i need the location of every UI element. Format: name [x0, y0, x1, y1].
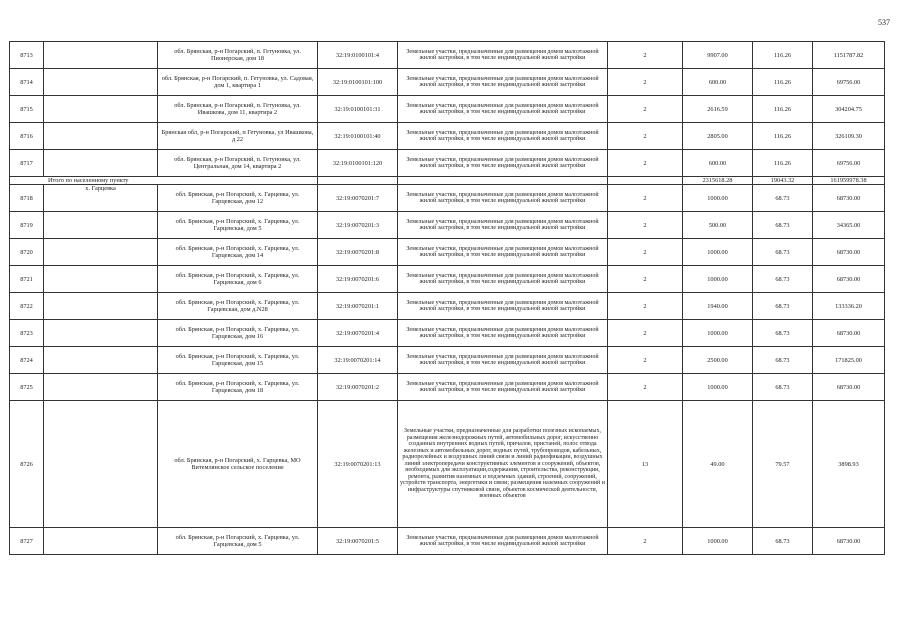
group-cell: 2 — [608, 212, 683, 239]
area-cell: 1000.00 — [683, 528, 753, 555]
area-cell: 1000.00 — [683, 185, 753, 212]
address-cell: обл. Брянская, р-н Погарский, п. Гетуновка, ул. Пионерская, дом 18 — [158, 42, 318, 69]
address-cell: обл. Брянская, р-н Погарский, х. Гарцевка, ул. Гарцевская, дом 15 — [158, 347, 318, 374]
purpose-cell: Земельные участки, предназначенные для размещения домов малоэтажной жилой застройки, в том числе индивидуальной жилой застройки — [398, 123, 608, 150]
table-row — [10, 401, 885, 528]
row-number: 8723 — [10, 320, 44, 347]
address-cell: обл. Брянская, р-н Погарский, х. Гарцевка, ул. Гарцевская, дом 5 — [158, 528, 318, 555]
total-label: Итого по населенному пункту — [10, 177, 318, 185]
area-cell: 1000.00 — [683, 266, 753, 293]
rate-cell: 68.73 — [753, 185, 813, 212]
table-row — [10, 150, 885, 177]
group-cell: 13 — [608, 401, 683, 528]
table-row — [10, 293, 885, 320]
table-row — [10, 123, 885, 150]
rate-cell: 79.57 — [753, 401, 813, 528]
group-cell: 2 — [608, 266, 683, 293]
locality-total-row — [10, 177, 885, 185]
row-number: 8715 — [10, 96, 44, 123]
area-cell: 2616.59 — [683, 96, 753, 123]
cadastral-number-cell: 32:19:0100101:40 — [318, 123, 398, 150]
address-cell: обл. Брянская, р-н Погарский, х. Гарцевка, ул. Гарцевская, дом д.N28 — [158, 293, 318, 320]
purpose-cell: Земельные участки, предназначенные для разработки полезных ископаемых, размещения железнодорожных путей, автомобильных дорог, искусственно созданных внутренних водных путей, причалов, пристаней, полос отвода железных и автомобильных дорог, водных путей, трубопроводов, кабельных, радиорелейных и воздушных линий связи и линий радиофикации, воздушных линий электропередачи конструктивных элементов и сооружений, объектов, необходимых для эксплуатации,содержания, строительства, реконструкции, ремонта, развития наземных и подземных зданий, строений, сооружений, устройств транспорта, энергетики и связи; размещения наземных сооружений и инфраструктуры спутниковой связи, объектов космической деятельности, военных объектов — [398, 401, 608, 528]
area-cell: 2500.00 — [683, 347, 753, 374]
rate-cell: 116.26 — [753, 69, 813, 96]
row-number: 8714 — [10, 69, 44, 96]
rate-cell: 68.73 — [753, 374, 813, 401]
purpose-cell: Земельные участки, предназначенные для размещения домов малоэтажной жилой застройки, в том числе индивидуальной жилой застройки — [398, 150, 608, 177]
address-cell: обл. Брянская, р-н Погарский, п. Гетуновка, ул. Центральная, дом 14, квартира 2 — [158, 150, 318, 177]
purpose-cell: Земельные участки, предназначенные для размещения домов малоэтажной жилой застройки, в том числе индивидуальной жилой застройки — [398, 320, 608, 347]
purpose-cell: Земельные участки, предназначенные для размещения домов малоэтажной жилой застройки, в том числе индивидуальной жилой застройки — [398, 69, 608, 96]
area-cell: 1000.00 — [683, 320, 753, 347]
table-row — [10, 374, 885, 401]
address-cell: обл. Брянская, р-н Погарский, п. Гетуновка, ул. Садовая, дом 1, квартира 1 — [158, 69, 318, 96]
rate-cell: 116.26 — [753, 150, 813, 177]
value-cell: 68730.00 — [813, 185, 885, 212]
area-cell: 1940.00 — [683, 293, 753, 320]
value-cell: 304204.75 — [813, 96, 885, 123]
cadastral-number-cell: 32:19:0070201:3 — [318, 212, 398, 239]
rate-cell: 116.26 — [753, 123, 813, 150]
rate-cell: 68.73 — [753, 239, 813, 266]
area-cell: 1000.00 — [683, 239, 753, 266]
row-number: 8720 — [10, 239, 44, 266]
table-row — [10, 42, 885, 69]
area-cell: 600.00 — [683, 150, 753, 177]
group-cell: 2 — [608, 185, 683, 212]
row-number: 8719 — [10, 212, 44, 239]
cadastral-number-cell: 32:19:0100101:31 — [318, 96, 398, 123]
rate-cell: 68.73 — [753, 212, 813, 239]
cadastral-number-cell: 32:19:0070201:4 — [318, 320, 398, 347]
table-row — [10, 347, 885, 374]
group-cell: 2 — [608, 239, 683, 266]
row-number: 8716 — [10, 123, 44, 150]
value-cell: 68730.00 — [813, 528, 885, 555]
row-number: 8721 — [10, 266, 44, 293]
row-number: 8727 — [10, 528, 44, 555]
row-number: 8722 — [10, 293, 44, 320]
purpose-cell: Земельные участки, предназначенные для размещения домов малоэтажной жилой застройки, в том числе индивидуальной жилой застройки — [398, 528, 608, 555]
group-cell: 2 — [608, 528, 683, 555]
area-cell: 600.00 — [683, 69, 753, 96]
row-number: 8724 — [10, 347, 44, 374]
group-cell: 2 — [608, 42, 683, 69]
cadastral-number-cell: 32:19:0100101:100 — [318, 69, 398, 96]
address-cell: обл. Брянская, р-н Погарский, х. Гарцевка, ул. Гарцевская, дом 18 — [158, 374, 318, 401]
area-cell: 9907.00 — [683, 42, 753, 69]
value-cell: 68730.00 — [813, 266, 885, 293]
cadastral-number-cell: 32:19:0070201:6 — [318, 266, 398, 293]
total-area: 2315618.28 — [683, 177, 753, 185]
table-row — [10, 320, 885, 347]
purpose-cell: Земельные участки, предназначенные для размещения домов малоэтажной жилой застройки, в том числе индивидуальной жилой застройки — [398, 347, 608, 374]
cadastral-number-cell: 32:19:0070201:14 — [318, 347, 398, 374]
rate-cell: 68.73 — [753, 293, 813, 320]
area-cell: 49.00 — [683, 401, 753, 528]
value-cell: 68730.00 — [813, 320, 885, 347]
page-number: 537 — [878, 18, 890, 27]
table-row — [10, 528, 885, 555]
rate-cell: 116.26 — [753, 42, 813, 69]
area-cell: 2805.00 — [683, 123, 753, 150]
address-cell: обл. Брянская, р-н Погарский, х. Гарцевка, ул. Гарцевская, дом 16 — [158, 320, 318, 347]
rate-cell: 116.26 — [753, 96, 813, 123]
value-cell: 69756.00 — [813, 69, 885, 96]
cadastral-number-cell: 32:19:0070201:13 — [318, 401, 398, 528]
table-row — [10, 212, 885, 239]
value-cell: 68730.00 — [813, 374, 885, 401]
group-cell: 2 — [608, 150, 683, 177]
land-valuation-table — [9, 41, 885, 555]
table-row — [10, 239, 885, 266]
cadastral-number-cell: 32:19:0070201:8 — [318, 239, 398, 266]
value-cell: 326109.30 — [813, 123, 885, 150]
purpose-cell: Земельные участки, предназначенные для размещения домов малоэтажной жилой застройки, в том числе индивидуальной жилой застройки — [398, 293, 608, 320]
address-cell: Брянская обл, р-н Погарский, п Гетуновка, ул Ивашкова, д 22 — [158, 123, 318, 150]
value-cell: 69756.00 — [813, 150, 885, 177]
value-cell: 133336.20 — [813, 293, 885, 320]
group-cell: 2 — [608, 347, 683, 374]
value-cell: 171825.00 — [813, 347, 885, 374]
value-cell: 34365.00 — [813, 212, 885, 239]
area-cell: 1000.00 — [683, 374, 753, 401]
value-cell: 3898.93 — [813, 401, 885, 528]
total-value: 161959978.38 — [813, 177, 885, 185]
purpose-cell: Земельные участки, предназначенные для размещения домов малоэтажной жилой застройки, в том числе индивидуальной жилой застройки — [398, 42, 608, 69]
purpose-cell: Земельные участки, предназначенные для размещения домов малоэтажной жилой застройки, в том числе индивидуальной жилой застройки — [398, 374, 608, 401]
table-row — [10, 96, 885, 123]
rate-cell: 68.73 — [753, 320, 813, 347]
cadastral-number-cell: 32:19:0070201:2 — [318, 374, 398, 401]
group-cell: 2 — [608, 293, 683, 320]
rate-cell: 68.73 — [753, 347, 813, 374]
row-number: 8725 — [10, 374, 44, 401]
row-number: 8718 — [10, 185, 44, 212]
address-cell: обл. Брянская, р-н Погарский, х. Гарцевка, ул. Гарцевская, дом 12 — [158, 185, 318, 212]
purpose-cell: Земельные участки, предназначенные для размещения домов малоэтажной жилой застройки, в том числе индивидуальной жилой застройки — [398, 266, 608, 293]
address-cell: обл. Брянская, р-н Погарский, х. Гарцевка, ул. Гарцевская, дом 6 — [158, 266, 318, 293]
group-cell: 2 — [608, 96, 683, 123]
cadastral-number-cell: 32:19:0070201:5 — [318, 528, 398, 555]
group-cell: 2 — [608, 69, 683, 96]
address-cell: обл. Брянская, р-н Погарский, х. Гарцевка, ул. Гарцевская, дом 14 — [158, 239, 318, 266]
value-cell: 1151787.82 — [813, 42, 885, 69]
table-row — [10, 69, 885, 96]
table-row — [10, 266, 885, 293]
table-row — [10, 185, 885, 212]
row-number: 8726 — [10, 401, 44, 528]
cadastral-number-cell: 32:19:0100101:4 — [318, 42, 398, 69]
rate-cell: 68.73 — [753, 266, 813, 293]
value-cell: 68730.00 — [813, 239, 885, 266]
purpose-cell: Земельные участки, предназначенные для размещения домов малоэтажной жилой застройки, в том числе индивидуальной жилой застройки — [398, 185, 608, 212]
purpose-cell: Земельные участки, предназначенные для размещения домов малоэтажной жилой застройки, в том числе индивидуальной жилой застройки — [398, 212, 608, 239]
group-cell: 2 — [608, 374, 683, 401]
rate-cell: 68.73 — [753, 528, 813, 555]
purpose-cell: Земельные участки, предназначенные для размещения домов малоэтажной жилой застройки, в том числе индивидуальной жилой застройки — [398, 239, 608, 266]
cadastral-number-cell: 32:19:0070201:1 — [318, 293, 398, 320]
purpose-cell: Земельные участки, предназначенные для размещения домов малоэтажной жилой застройки, в том числе индивидуальной жилой застройки — [398, 96, 608, 123]
cadastral-number-cell: 32:19:0070201:7 — [318, 185, 398, 212]
total-rate: 19043.32 — [753, 177, 813, 185]
address-cell: обл. Брянская, р-н Погарский, х. Гарцевка, МО Витемлянское сельское поселение — [158, 401, 318, 528]
row-number: 8717 — [10, 150, 44, 177]
cadastral-number-cell: 32:19:0100101:120 — [318, 150, 398, 177]
row-number: 8713 — [10, 42, 44, 69]
area-cell: 500.00 — [683, 212, 753, 239]
group-cell: 2 — [608, 320, 683, 347]
address-cell: обл. Брянская, р-н Погарский, х. Гарцевка, ул. Гарцевская, дом 5 — [158, 212, 318, 239]
locality-name: х. Гарцевка — [44, 185, 158, 212]
address-cell: обл. Брянская, р-н Погарский, п. Гетуновка, ул. Ивашкова, дом 11, квартира 2 — [158, 96, 318, 123]
group-cell: 2 — [608, 123, 683, 150]
